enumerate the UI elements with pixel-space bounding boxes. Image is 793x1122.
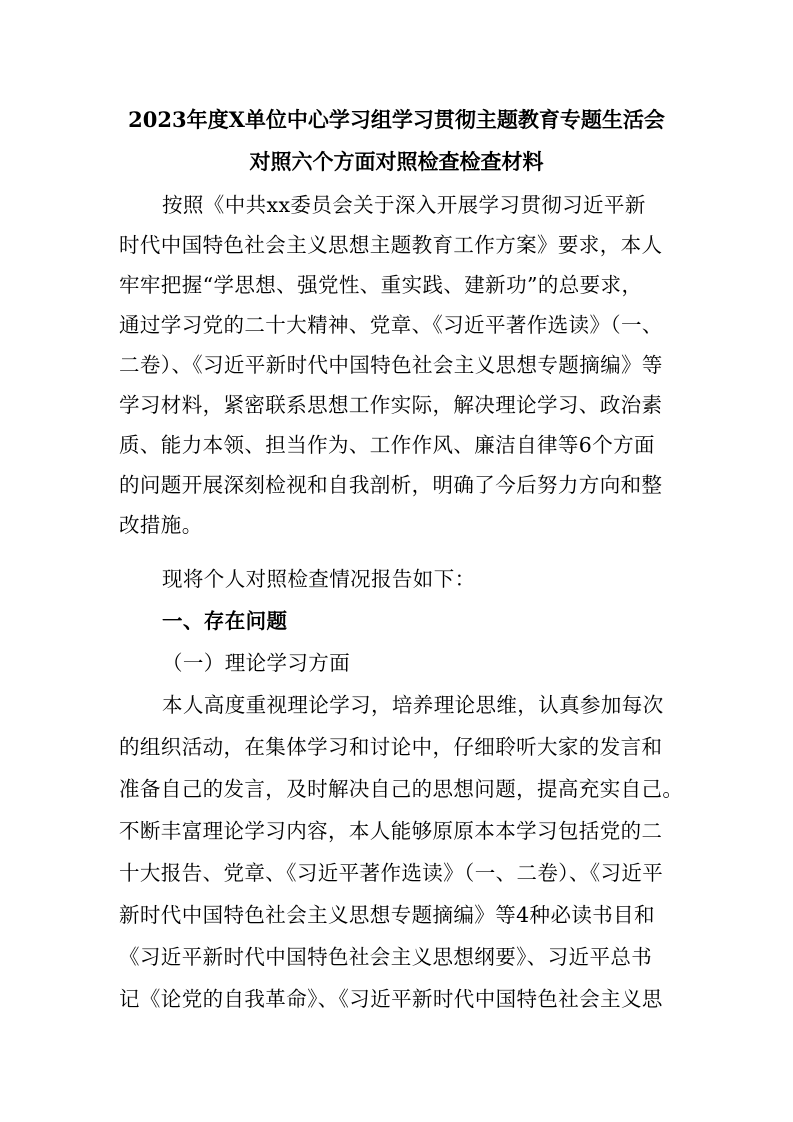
document-title-line-2: 对照六个方面对照检查检查材料: [249, 149, 544, 174]
body-paragraph-line: 本人高度重视理论学习，培养理论思维，认真参加每次: [162, 693, 664, 717]
body-paragraph-line: 准备自己的发言，及时解决自己的思想问题，提高充实自己。: [119, 777, 684, 801]
section-heading: 一、存在问题: [162, 609, 288, 633]
intro-paragraph-line: 牢牢把握“学思想、强党性、重实践、建新功”的总要求，: [119, 273, 643, 297]
body-paragraph-line: 十大报告、党章、《习近平著作选读》（一、二卷）、《习近平: [119, 861, 664, 885]
body-paragraph-line: 新时代中国特色社会主义思想专题摘编》等4种必读书目和: [119, 903, 655, 927]
subsection-heading: （一）理论学习方面: [162, 651, 351, 675]
intro-paragraph-line: 改措施。: [119, 513, 203, 537]
body-paragraph-line: 的组织活动，在集体学习和讨论中，仔细聆听大家的发言和: [119, 735, 663, 759]
intro-paragraph-line: 二卷）、《习近平新时代中国特色社会主义思想专题摘编》等: [119, 353, 663, 377]
intro-paragraph-line: 质、能力本领、担当作为、工作作风、廉洁自律等6个方面: [119, 433, 655, 457]
body-paragraph-line: 记《论党的自我革命》、《习近平新时代中国特色社会主义思: [119, 987, 663, 1011]
body-paragraph-line: 不断丰富理论学习内容，本人能够原原本本学习包括党的二: [119, 819, 663, 843]
intro-paragraph-line: 通过学习党的二十大精神、党章、《习近平著作选读》（一、: [119, 313, 663, 337]
intro-paragraph-line: 学习材料，紧密联系思想工作实际，解决理论学习、政治素: [119, 393, 663, 417]
body-paragraph-line: 《习近平新时代中国特色社会主义思想纲要》、习近平总书: [119, 945, 653, 969]
intro-paragraph-line: 的问题开展深刻检视和自我剖析，明确了今后努力方向和整: [119, 473, 663, 497]
document-title-line-1: 2023年度X单位中心学习组学习贯彻主题教育专题生活会: [128, 107, 665, 132]
intro-paragraph-line: 按照《中共xx委员会关于深入开展学习贯彻习近平新: [162, 193, 646, 217]
report-intro-line: 现将个人对照检查情况报告如下：: [162, 567, 476, 591]
intro-paragraph-line: 时代中国特色社会主义思想主题教育工作方案》要求，本人: [119, 233, 663, 257]
